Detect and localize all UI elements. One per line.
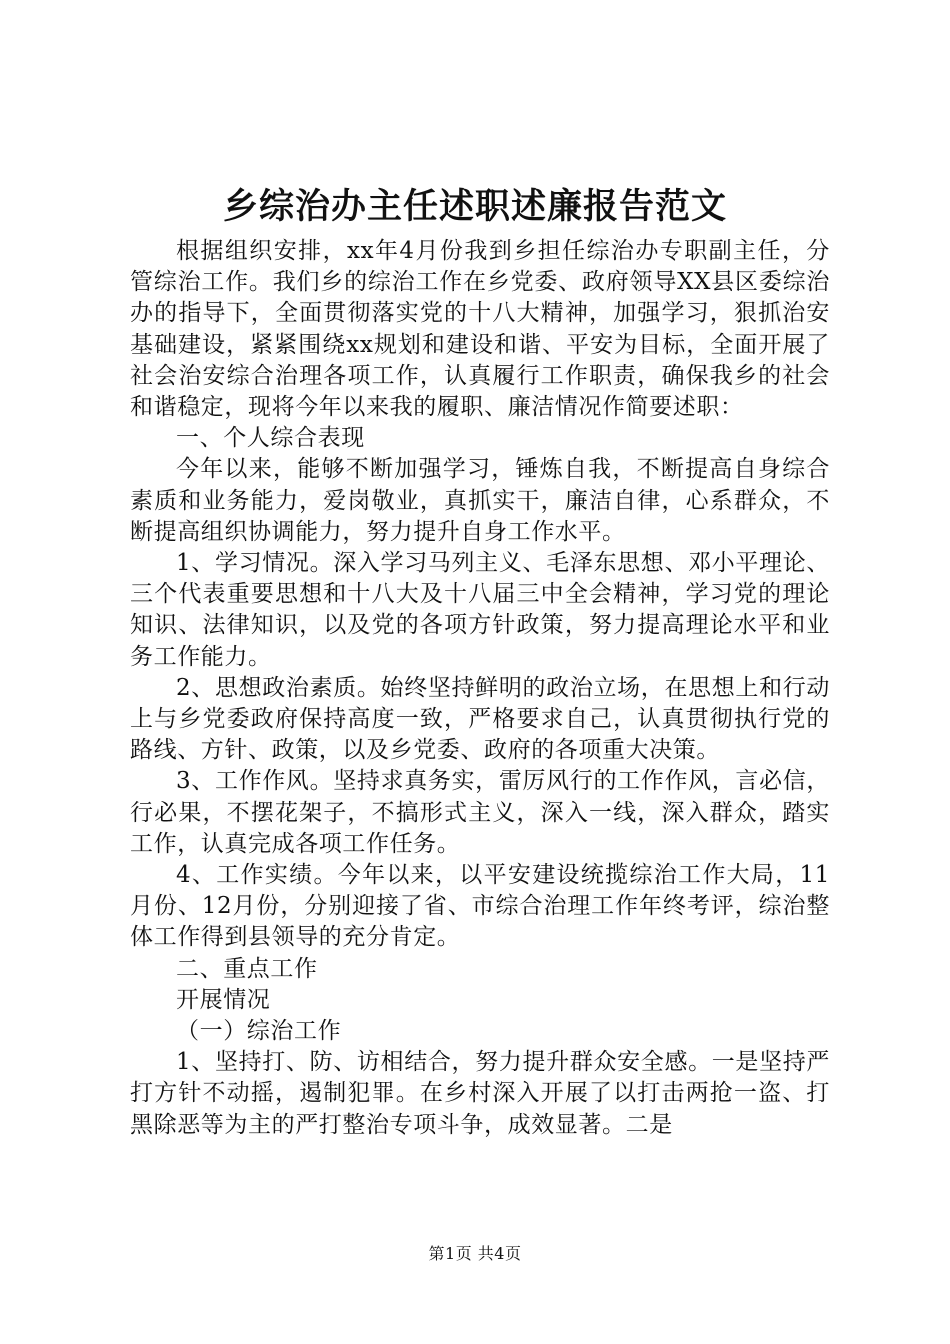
page-footer: 第1页 共4页 [428, 1244, 522, 1263]
body-paragraph: 今年以来，能够不断加强学习，锤炼自我，不断提高自身综合素质和业务能力，爱岗敬业，真抓实干，廉洁自律，心系群众，不断提高组织协调能力，努力提升自身工作水平。 [130, 456, 830, 545]
section-heading: 一、个人综合表现 [176, 425, 365, 452]
body-paragraph: 1、坚持打、防、访相结合，努力提升群众安全感。一是坚持严打方针不动摇，遏制犯罪。在乡村深入开展了以打击两抢一盗、打黑除恶等为主的严打整治专项斗争，成效显著。二是 [130, 1049, 830, 1138]
document-body [130, 236, 830, 1141]
subsection-heading: （一）综治工作 [176, 1018, 342, 1045]
section-heading: 开展情况 [176, 986, 271, 1013]
body-paragraph: 3、工作作风。坚持求真务实，雷厉风行的工作作风，言必信，行必果，不摆花架子，不搞形式主义，深入一线，深入群众，踏实工作，认真完成各项工作任务。 [130, 768, 830, 857]
body-paragraph: 根据组织安排，xx年4月份我到乡担任综治办专职副主任，分管综治工作。我们乡的综治工作在乡党委、政府领导XX县区委综治办的指导下，全面贯彻落实党的十八大精神，加强学习，狠抓治安基础建设，紧紧围绕xx规划和建设和谐、平安为目标，全面开展了社会治安综合治理各项工作，认真履行工作职责，确保我乡的社会和谐稳定，现将今年以来我的履职、廉洁情况作简要述职： [130, 238, 830, 421]
body-paragraph: 2、思想政治素质。始终坚持鲜明的政治立场，在思想上和行动上与乡党委政府保持高度一致，严格要求自己，认真贯彻执行党的路线、方针、政策，以及乡党委、政府的各项重大决策。 [130, 674, 830, 764]
body-paragraph: 4、工作实绩。今年以来，以平安建设统揽综治工作大局，11月份、12月份，分别迎接了省、市综合治理工作年终考评，综治整体工作得到县领导的充分肯定。 [130, 862, 830, 951]
body-paragraph: 1、学习情况。深入学习马列主义、毛泽东思想、邓小平理论、三个代表重要思想和十八大及十八届三中全会精神，学习党的理论知识、法律知识，以及党的各项方针政策，努力提高理论水平和业务工作能力。 [130, 550, 830, 670]
document-title: 乡综治办主任述职述廉报告范文 [222, 186, 727, 227]
section-heading: 二、重点工作 [176, 955, 318, 982]
